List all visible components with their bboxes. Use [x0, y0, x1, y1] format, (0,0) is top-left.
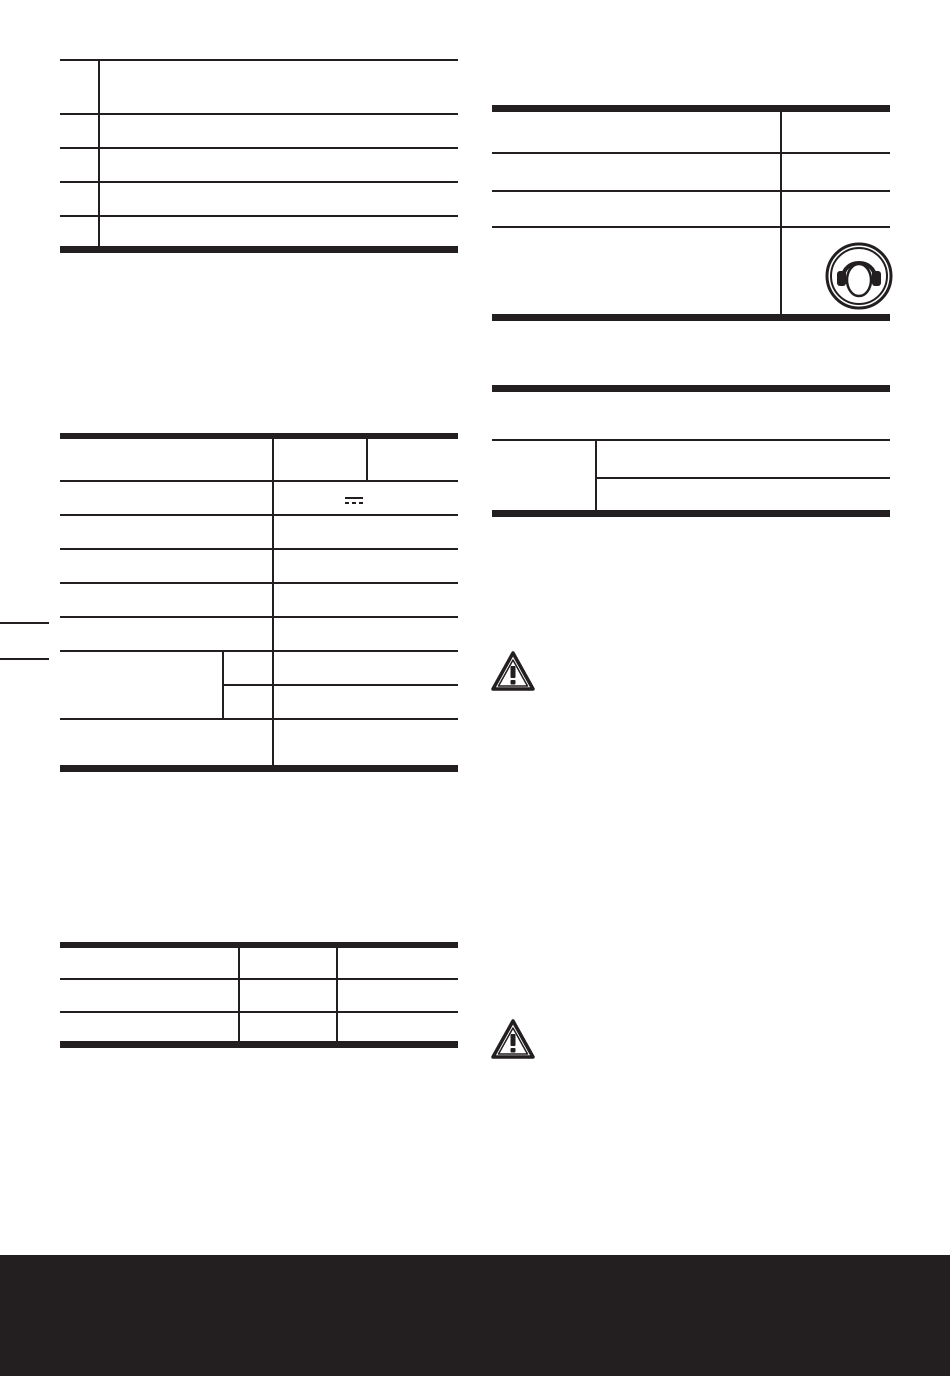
table-rule [60, 480, 458, 482]
table-rule [60, 215, 458, 217]
table-column-divider [98, 59, 100, 253]
direct-current-icon [345, 497, 363, 505]
table-column-divider [238, 942, 240, 1048]
table-column-divider [336, 942, 338, 1048]
table-bottom-rule [60, 765, 458, 772]
table-top-rule [60, 942, 458, 948]
edge-tab-mark [0, 622, 49, 624]
table-rule [492, 439, 890, 441]
table-rule [492, 226, 890, 228]
table-rule [60, 113, 458, 115]
table-top-rule [492, 385, 890, 392]
table-rule [60, 616, 458, 618]
table-rule [60, 650, 458, 652]
table-column-divider [595, 385, 597, 392]
warning-triangle-icon [490, 1018, 536, 1060]
table-rule [60, 582, 458, 584]
table-column-divider [595, 441, 597, 517]
table-rule [60, 718, 458, 720]
table-rule [595, 477, 890, 479]
table-column-divider [366, 433, 368, 480]
table-rule [60, 1011, 458, 1013]
table-bottom-rule [60, 246, 458, 253]
ear-protection-icon [825, 242, 893, 310]
warning-triangle-icon [490, 650, 536, 692]
table-column-divider [780, 105, 782, 321]
table-rule [60, 548, 458, 550]
table-rule [60, 181, 458, 183]
table-column-divider [272, 433, 274, 772]
page-footer-band [0, 1255, 950, 1376]
table-top-rule [492, 105, 890, 112]
table-rule [492, 190, 890, 192]
table-top-rule [60, 433, 458, 439]
table-rule [60, 514, 458, 516]
table-rule [60, 978, 458, 980]
table-rule [492, 152, 890, 154]
table-rule [60, 147, 458, 149]
edge-tab-mark [0, 658, 49, 660]
table-rule [60, 59, 458, 61]
table-column-divider [222, 650, 224, 718]
table-bottom-rule [492, 314, 890, 321]
table-bottom-rule [492, 510, 890, 517]
table-bottom-rule [60, 1041, 458, 1048]
table-rule [222, 684, 458, 686]
